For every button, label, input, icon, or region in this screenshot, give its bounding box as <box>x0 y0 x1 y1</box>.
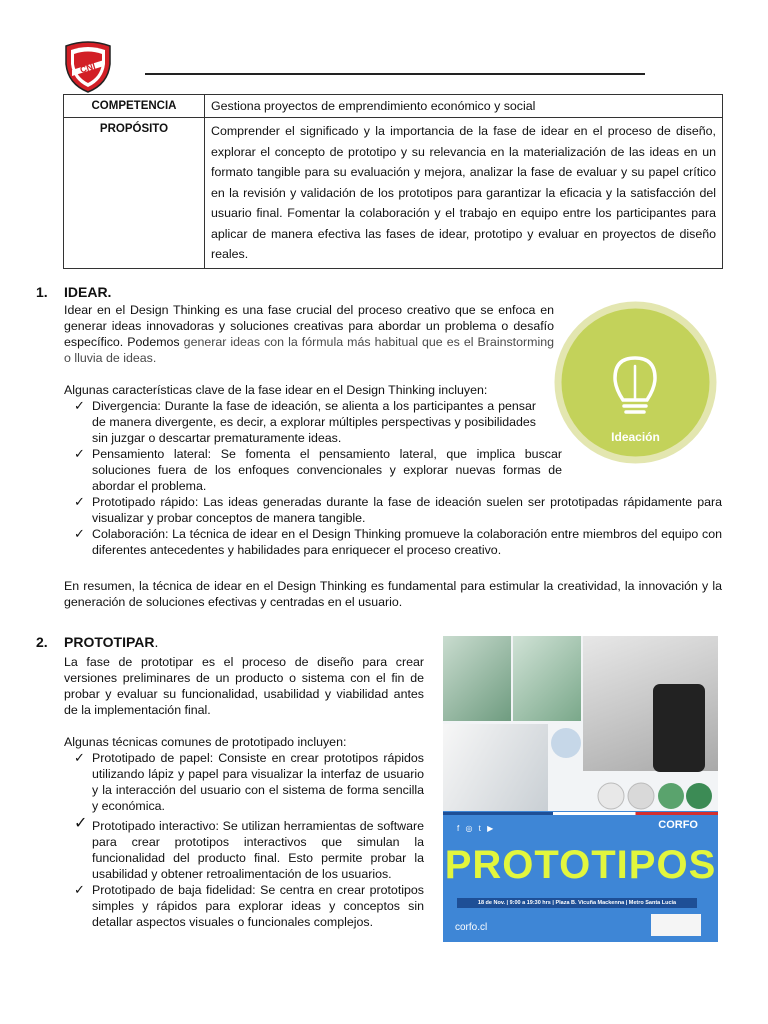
logo-text: CNI <box>78 60 97 76</box>
table-row <box>64 95 723 118</box>
header-rule <box>145 73 645 75</box>
list-item: ✓ Prototipado de papel: Consiste en crear prototipos rápidos utilizando lápiz y papel para visualizar la interfaz de usuario y la interacción del usuario con el sistema de forma sencilla y económica. <box>74 750 424 813</box>
government-logos <box>651 914 701 936</box>
section2-number: 2. <box>36 634 48 650</box>
section1-number: 1. <box>36 284 48 300</box>
social-icons: f ◎ t ▶ <box>457 824 496 833</box>
list-item: ✓ Prototipado de baja fidelidad: Se centra en crear prototipos simples y rápidos para explorar ideas y conceptos sin detallar aspectos visuales o funcionales complejos. <box>74 882 424 929</box>
section1-intro <box>64 302 554 366</box>
check-icon: ✓ <box>74 882 85 897</box>
poster-photo-collage <box>443 636 718 811</box>
phone-icon <box>653 684 705 772</box>
check-icon: ✓ <box>74 398 85 413</box>
check-icon: ✓ <box>74 526 85 541</box>
competencia-value: Gestiona proyectos de emprendimiento económico y social <box>205 95 723 118</box>
section1-title: IDEAR. <box>64 284 112 300</box>
check-icon: ✓ <box>74 750 85 765</box>
competencia-label: COMPETENCIA <box>64 95 205 118</box>
info-table <box>63 94 723 269</box>
proposito-label: PROPÓSITO <box>64 118 205 269</box>
proposito-value: Comprender el significado y la importancia de la fase de idear en el proceso de diseño, explorar el concepto de prototipo y su relevancia en la materialización de las ideas en un formato tangible para su evaluación y mejora, analizar la fase de evaluar y su papel crítico en la revisión y validación de los prototipos para garantizar la eficacia y la satisfacción del usuario final. Fomentar la colaboración y el trabajo en equipo entre los participantes para aplicar de manera efectiva las fases de idear, prototipo y evaluar en proyectos de diseño reales. <box>205 118 723 269</box>
section2-intro: La fase de prototipar es el proceso de diseño para crear versiones preliminares de un producto o sistema con el fin de probar y evaluar su funcionalidad, usabilidad y viabilidad antes de la implementación final. <box>64 655 424 717</box>
spheres-graphic <box>593 776 718 811</box>
section1-intro-a: Idear en el Design Thinking es una fase crucial del proceso creativo que se enfoca en generar ideas innovadoras y soluciones creativas para abordar un problema o desafío específico. Podemos <box>64 303 554 349</box>
section1-summary: En resumen, la técnica de idear en el Design Thinking es fundamental para estimular la creatividad, la innovación y la generación de soluciones efectivas y centradas en el usuario. <box>64 579 722 609</box>
ideacion-label: Ideación <box>611 430 660 444</box>
prototipos-poster <box>443 636 718 942</box>
section1-list-wide <box>64 494 722 558</box>
section1-lead: Algunas características clave de la fase idear en el Design Thinking incluyen: <box>64 383 488 397</box>
section1-list <box>64 398 562 494</box>
poster-info-bar: 18 de Nov. | 9:00 a 19:30 hrs | Plaza B. Vicuña Mackenna | Metro Santa Lucía <box>457 898 697 908</box>
check-icon: ✓ <box>74 446 85 461</box>
table-row <box>64 118 723 269</box>
list-item: ✓ Prototipado interactivo: Se utilizan herramientas de software para crear prototipos interactivos que simulan la funcionalidad del producto final. Esto permite probar la usabilidad y obtener retroalimentación de los usuarios. <box>74 815 424 881</box>
list-item: ✓ Colaboración: La técnica de idear en el Design Thinking promueve la colaboración entre miembros del equipo con diferentes antecedentes y habilidades para enriquecer el proceso creativo. <box>74 526 722 557</box>
ideacion-graphic <box>553 300 718 465</box>
section2-list <box>64 750 424 930</box>
school-logo <box>60 40 116 94</box>
poster-title: PROTOTIPOS <box>444 843 717 887</box>
list-item: ✓ Divergencia: Durante la fase de ideación, se alienta a los participantes a pensar de manera divergente, es decir, a explorar múltiples perspectivas y posibilidades sin juzgar o descartar prematuramente ideas. <box>74 398 536 445</box>
poster-site: corfo.cl <box>455 922 488 933</box>
section2-lead: Algunas técnicas comunes de prototipado incluyen: <box>64 735 347 749</box>
section1-intro-b: generar ideas con la fórmula más habitual que es el Brainstorming o lluvia de ideas. <box>64 335 554 365</box>
list-item: ✓ Pensamiento lateral: Se fomenta el pensamiento lateral, que implica buscar soluciones fuera de los enfoques convencionales y explorar nuevas formas de abordar el problema. <box>74 446 562 493</box>
list-item: ✓ Prototipado rápido: Las ideas generadas durante la fase de ideación suelen ser prototipadas rápidamente para visualizar y probar conceptos de manera tangible. <box>74 494 722 525</box>
check-icon: ✓ <box>74 815 88 832</box>
corfo-logo-top: CORFO <box>658 819 698 831</box>
check-icon: ✓ <box>74 494 85 509</box>
section2-title: PROTOTIPAR. <box>64 634 159 650</box>
